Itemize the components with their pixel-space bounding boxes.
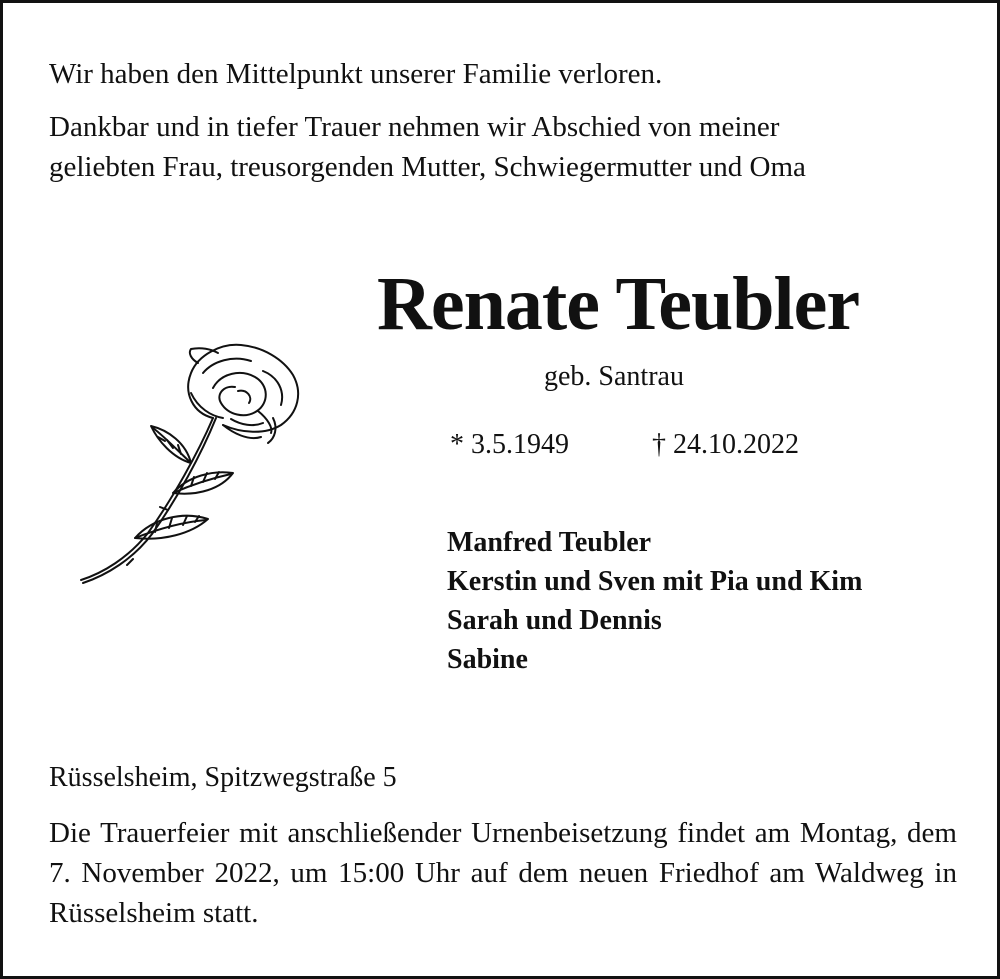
birth-date: * 3.5.1949 — [450, 429, 569, 460]
intro-line-1: Wir haben den Mittelpunkt unserer Familie verloren. — [49, 58, 663, 90]
maiden-name: geb. Santrau — [544, 361, 684, 392]
family-member: Sabine — [447, 644, 528, 675]
family-member: Sarah und Dennis — [447, 605, 662, 636]
family-member: Kerstin und Sven mit Pia und Kim — [447, 566, 863, 597]
death-date: † 24.10.2022 — [652, 429, 799, 460]
intro-line-3: geliebten Frau, treusorgenden Mutter, Schwiegermutter und Oma — [49, 151, 806, 183]
service-announcement: Die Trauerfeier mit anschließender Urnenbeisetzung findet am Montag, dem 7. November 2022, um 15:00 Uhr auf dem neuen Friedhof am Waldweg in Rüsselsheim statt. — [49, 817, 957, 929]
address: Rüsselsheim, Spitzwegstraße 5 — [49, 762, 397, 793]
intro-line-2: Dankbar und in tiefer Trauer nehmen wir Abschied von meiner — [49, 111, 780, 143]
family-member: Manfred Teubler — [447, 527, 652, 558]
deceased-name: Renate Teubler — [377, 262, 860, 346]
rose-icon — [73, 333, 313, 593]
